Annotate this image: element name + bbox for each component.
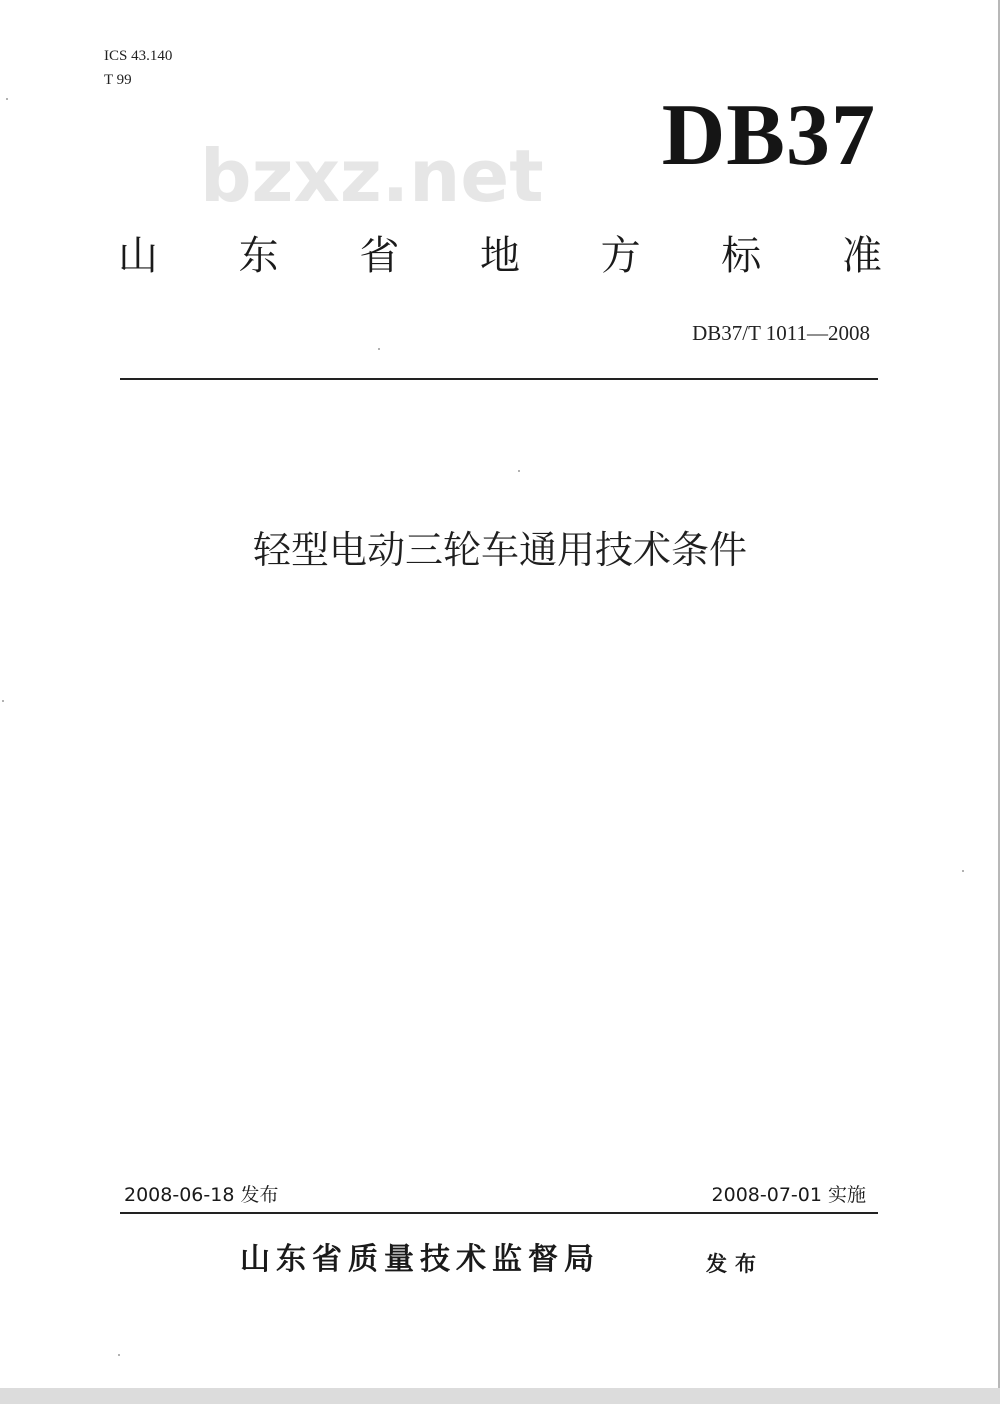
implementation-date: 2008-07-01 实施 — [711, 1184, 866, 1206]
scan-speck — [962, 870, 964, 872]
standard-type-char: 方 — [600, 233, 641, 279]
classification-codes — [104, 44, 172, 92]
document-title: 轻型电动三轮车通用技术条件 — [252, 528, 747, 572]
watermark: bzxz.net — [200, 134, 544, 218]
standard-type-char: 省 — [359, 233, 400, 279]
standard-type-char: 东 — [238, 233, 279, 279]
scan-speck — [6, 98, 8, 100]
ics-code: ICS 43.140 — [104, 48, 173, 64]
standard-prefix: DB37 — [661, 87, 876, 184]
standard-number: DB37/T 1011—2008 — [692, 321, 870, 345]
header-divider — [120, 378, 878, 380]
standard-type-char: 地 — [479, 233, 520, 279]
page-bottom-edge — [0, 1388, 1000, 1404]
category-code: T 99 — [104, 72, 132, 88]
scan-speck — [118, 1354, 120, 1356]
standard-type — [118, 228, 882, 284]
scan-speck — [378, 348, 380, 350]
footer-divider — [120, 1212, 878, 1214]
publish-label: 发布 — [706, 1252, 764, 1276]
standard-type-char: 山 — [118, 233, 158, 279]
issue-date: 2008-06-18 发布 — [124, 1184, 279, 1206]
standard-type-char: 准 — [841, 233, 882, 279]
standard-type-char: 标 — [721, 233, 762, 279]
scan-speck — [2, 700, 4, 702]
publisher: 山东省质量技术监督局 — [240, 1242, 600, 1277]
scan-speck — [518, 470, 520, 472]
